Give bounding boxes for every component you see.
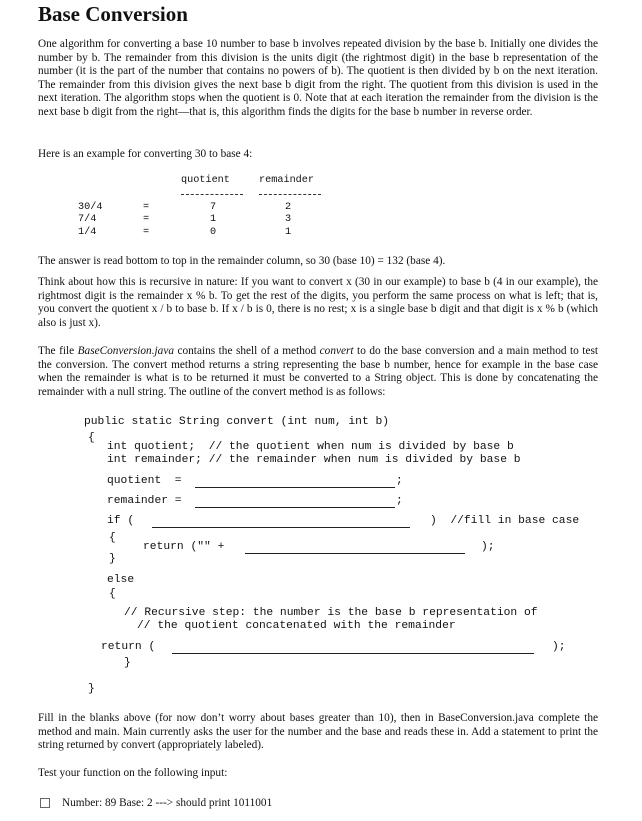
- fill-paragraph: Fill in the blanks above (for now don’t worry about bases greater than 10), then in BaseConversion.java complete the method and main. Main currently asks the user for the number and the base and reads these in. Add a statement to print the string returned by convert (appropriately labeled).: [38, 712, 598, 752]
- remainder-header: remainder: [259, 175, 315, 186]
- test-item-label: Number: 89 Base: 2 ---> should print 1011001: [62, 797, 273, 809]
- intro-paragraph: One algorithm for converting a base 10 number to base b involves repeated division by the base b. Initially one divides the number by b. The remainder from this division is the units digit (the rightmost digit) in the base b representation of the number (it is the part of the number that contains no powers of b). The quotient is then divided by b on the next iteration. The remainder from this division gives the next base b digit from the right. The quotient from this division is used in the next iteration. The algorithm stops when the quotient is 0. Note that at each iteration the remainder from the division is the next base b digit from the right—that is, this algorithm finds the digits for the base b number in reverse order.: [38, 38, 598, 118]
- row-expr: 7/4: [78, 214, 97, 225]
- quotient-divider: [181, 194, 243, 195]
- row-quotient: 7: [210, 202, 217, 213]
- row-quotient: 1: [210, 214, 217, 225]
- semicolon: ;: [396, 475, 403, 487]
- if-close: ) //fill in base case: [430, 515, 580, 527]
- base-case-condition-blank[interactable]: [152, 527, 410, 528]
- inner-close-brace: }: [109, 553, 116, 565]
- row-remainder: 2: [285, 202, 292, 213]
- test-item: [40, 797, 272, 809]
- assign-quotient: quotient =: [107, 475, 182, 487]
- file-name: BaseConversion.java: [77, 345, 174, 357]
- comment-2: // the quotient concatenated with the remainder: [137, 620, 456, 632]
- open-brace: {: [88, 432, 95, 444]
- recursive-paragraph: Think about how this is recursive in nature: If you want to convert x (30 in our example) to base b (4 in our example), the rightmost digit is the remainder x % b. To get the rest of the digits, you perform the same process on what is left; that is, you convert the quotient x / b to base b. If x / b is 0, there is no rest; x is a single base b digit and that digit is x % b (which also is just x).: [38, 276, 598, 329]
- method-signature: public static String convert (int num, int b): [84, 416, 390, 428]
- row-remainder: 3: [285, 214, 292, 225]
- row-eq: =: [143, 227, 150, 238]
- return-base-close: );: [481, 541, 495, 553]
- decl-quotient: int quotient; // the quotient when num is divided by base b: [107, 441, 514, 453]
- answer-text: The answer is read bottom to top in the remainder column, so 30 (base 10) = 132 (base 4).: [38, 255, 446, 267]
- file-paragraph: The file BaseConversion.java contains the shell of a method convert to do the base conversion and a main method to test the conversion. The convert method returns a string representing the base b number, hence for example in the base case when the remainder is what is to be returned it must be converted to a String object. This is done by concatenating the remainder with a null string. The outline of the convert method is as follows:: [38, 345, 598, 398]
- row-expr: 30/4: [78, 202, 103, 213]
- row-remainder: 1: [285, 227, 292, 238]
- return-base: return ("" +: [143, 541, 225, 553]
- return-recursive-close: );: [552, 641, 566, 653]
- method-name: convert: [319, 345, 354, 357]
- return-recursive: return (: [101, 641, 156, 653]
- inner-open-brace: {: [109, 532, 116, 544]
- close-brace: }: [88, 683, 95, 695]
- else-keyword: else: [107, 574, 135, 586]
- semicolon: ;: [396, 495, 403, 507]
- decl-remainder: int remainder; // the remainder when num is divided by base b: [107, 454, 521, 466]
- row-eq: =: [143, 202, 150, 213]
- test-checkbox[interactable]: [40, 798, 50, 808]
- else-open-brace: {: [109, 588, 116, 600]
- quotient-blank[interactable]: [195, 487, 395, 488]
- recursive-return-blank[interactable]: [172, 653, 534, 654]
- test-intro: Test your function on the following input:: [38, 767, 228, 779]
- assign-remainder: remainder =: [107, 495, 182, 507]
- comment-1: // Recursive step: the number is the base b representation of: [124, 607, 538, 619]
- remainder-divider: [259, 194, 321, 195]
- row-expr: 1/4: [78, 227, 97, 238]
- example-intro: Here is an example for converting 30 to base 4:: [38, 148, 253, 160]
- row-quotient: 0: [210, 227, 217, 238]
- remainder-blank[interactable]: [195, 507, 395, 508]
- if-open: if (: [107, 515, 135, 527]
- else-close-brace: }: [124, 657, 131, 669]
- base-case-return-blank[interactable]: [245, 553, 465, 554]
- row-eq: =: [143, 214, 150, 225]
- quotient-header: quotient: [181, 175, 230, 186]
- page-title: Base Conversion: [38, 2, 188, 26]
